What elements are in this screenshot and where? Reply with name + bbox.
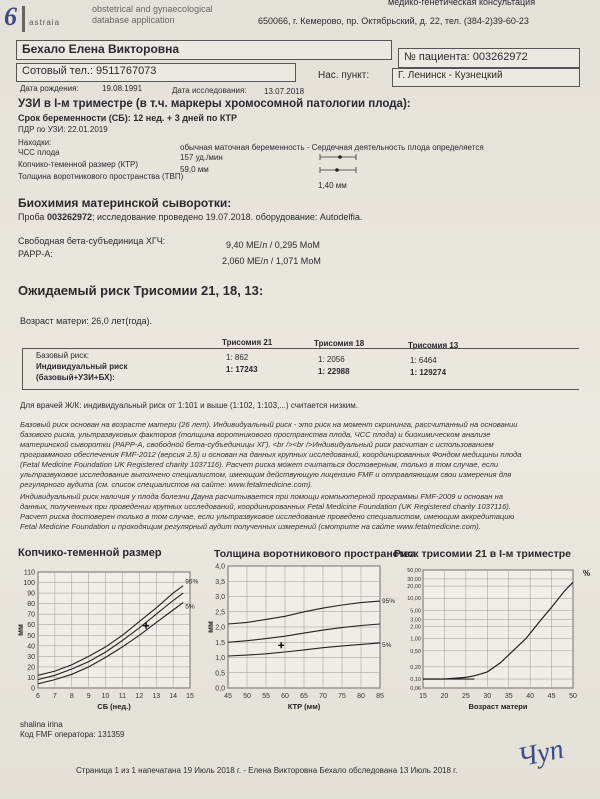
disclaimer-line: базового риска, ультразвуковых факторов (толщина воротникового пространства плода, ЧСС плода) и биохимическом анализе bbox=[20, 430, 491, 439]
y-tick-label: 10,00 bbox=[407, 596, 421, 603]
uzi-row-label: Толщина воротникового пространства (ТВП) bbox=[18, 172, 184, 181]
page-footer: Страница 1 из 1 напечатана 19 Июль 2018 г. - Елена Викторовна Бехало обследована 13 Июль 2018 г. bbox=[76, 766, 458, 775]
disclaimer-line: Fetal Medicine Foundation и проходящим регулярный аудит полученных измерений (смотрите на сайте www.fetalmedicine.com). bbox=[20, 522, 481, 531]
city-label: Нас. пункт: bbox=[318, 70, 370, 81]
y-tick-label: 5,00 bbox=[410, 608, 421, 615]
bio-sample-line bbox=[18, 212, 362, 222]
x-tick-label: 20 bbox=[440, 693, 449, 700]
y-tick-label: 0,20 bbox=[410, 664, 421, 671]
bio-sample-label: Проба bbox=[18, 212, 47, 222]
y-tick-label: 2,00 bbox=[410, 624, 421, 631]
y-tick-label: 2,0 bbox=[215, 624, 225, 632]
uzi-term: Срок беременности (СБ): 12 нед. + 3 дней по КТР bbox=[18, 113, 238, 123]
findings-label: Находки: bbox=[18, 138, 52, 147]
y-tick-label: 90 bbox=[27, 590, 35, 598]
x-tick-label: 60 bbox=[281, 693, 289, 700]
x-tick-label: 70 bbox=[319, 693, 327, 700]
base-risk-t21: 1: 862 bbox=[226, 353, 249, 362]
astraia-logo bbox=[22, 6, 79, 32]
percentile-label: 5% bbox=[382, 641, 392, 649]
y-tick-label: 3,00 bbox=[410, 617, 421, 624]
y-tick-label: 40 bbox=[27, 643, 35, 651]
logo-text: astraia bbox=[29, 18, 61, 27]
y-tick-label: 0 bbox=[31, 685, 35, 693]
x-tick-label: 45 bbox=[547, 693, 556, 700]
clinic-address: 650066, г. Кемерово, пр. Октябрьский, д. 22, тел. (384-2)39-60-23 bbox=[258, 16, 529, 26]
risk-header-t18: Трисомия 18 bbox=[314, 339, 365, 348]
nt-chart bbox=[200, 560, 400, 720]
bio-row-label: PAPP-A: bbox=[18, 249, 53, 259]
risk-chart bbox=[395, 560, 595, 720]
y-tick-label: 1,5 bbox=[215, 639, 225, 647]
disclaimer-line: Индивидуальный риск наличия у плода болезни Дауна расчитывается при помощи компьютерной программы FMF-2009 и основан на bbox=[20, 492, 503, 501]
patient-phone: Сотовый тел.: 9511767073 bbox=[22, 65, 157, 77]
birth-value: 19.08.1991 bbox=[102, 84, 143, 93]
signature: Чуп bbox=[515, 733, 567, 774]
individual-risk-t18: 1: 22988 bbox=[318, 367, 350, 376]
app-line-1: obstetrical and gynaecological bbox=[92, 4, 213, 14]
y-tick-label: 0,10 bbox=[410, 677, 421, 684]
bio-row-label: Свободная бета-субъединица ХГЧ: bbox=[18, 236, 166, 246]
y-tick-label: 110 bbox=[23, 569, 35, 577]
operator-code: Код FMF оператора: 131359 bbox=[20, 730, 125, 739]
disclaimer-line: материнской сыворотки (PAPP-A, свободной бета-субъединицы ХГ). <br /><br />Индивидуальный риск расчитан с использованием bbox=[20, 440, 494, 449]
y-tick-label: 30 bbox=[27, 653, 35, 661]
risk-title: Ожидаемый риск Трисомии 21, 18, 13: bbox=[18, 283, 264, 298]
x-tick-label: 11 bbox=[118, 693, 127, 700]
x-axis-label: Возраст матери bbox=[468, 702, 528, 711]
patient-name: Бехало Елена Викторовна bbox=[22, 42, 180, 56]
percentile-label: 95% bbox=[382, 598, 396, 606]
x-tick-label: 25 bbox=[461, 693, 470, 700]
risk-header-t13: Трисомия 13 bbox=[408, 341, 459, 350]
x-tick-label: 7 bbox=[52, 693, 57, 700]
y-tick-label: 0,06 bbox=[410, 686, 421, 692]
city-value: Г. Ленинск - Кузнецкий bbox=[398, 70, 503, 81]
plot-area bbox=[38, 572, 190, 688]
plot-area bbox=[423, 570, 573, 688]
base-risk-t13: 1: 6464 bbox=[410, 356, 437, 365]
disclaimer-line: данных, полученных при проведении крупных исследований, координированных Fetal Medicine Foundation (UK Registered charity 1037116). bbox=[20, 502, 511, 511]
y-tick-label: 20,00 bbox=[407, 584, 421, 591]
uzi-row-value: 1,40 мм bbox=[318, 181, 347, 190]
disclaimer-line: регулярного аудита (см. список специалистов на сайте: www.fetalmedicine.com). bbox=[20, 480, 313, 489]
operator-name: shalina irina bbox=[20, 720, 63, 729]
doctor-note: Для врачей Ж/К: индивидуальный риск от 1:101 и выше (1:102, 1:103,...) считается низким. bbox=[20, 401, 358, 410]
x-tick-label: 12 bbox=[135, 693, 144, 700]
exam-label: Дата исследования: bbox=[172, 86, 247, 95]
x-tick-label: 80 bbox=[357, 693, 365, 700]
x-tick-label: 15 bbox=[186, 693, 194, 700]
range-markers bbox=[310, 150, 370, 180]
x-tick-label: 40 bbox=[526, 693, 535, 700]
x-tick-label: 50 bbox=[243, 693, 251, 700]
x-tick-label: 50 bbox=[569, 693, 577, 700]
y-tick-label: 3,0 bbox=[215, 594, 225, 601]
base-risk-t18: 1: 2056 bbox=[318, 355, 345, 364]
crl-range-marker bbox=[320, 167, 356, 173]
base-risk-label: Базовый риск: bbox=[36, 351, 89, 360]
individual-risk-t13: 1: 129274 bbox=[410, 368, 447, 377]
uzi-row-label: ЧСС плода bbox=[18, 148, 60, 157]
individual-risk-t21: 1: 17243 bbox=[226, 365, 258, 374]
app-line-2: database application bbox=[92, 15, 175, 25]
bio-sample-rest: ; исследование проведено 19.07.2018. оборудование: Autodelfia. bbox=[92, 212, 363, 222]
y-tick-label: 10 bbox=[27, 674, 35, 682]
x-tick-label: 45 bbox=[224, 693, 232, 700]
x-axis-label: КТР (мм) bbox=[287, 702, 321, 711]
disclaimer-line: Базовый риск основан на возрасте матери (26 лет). Индивидуальный риск - это риск на момент скрининга, рассчитанный на основании bbox=[20, 420, 518, 429]
x-tick-label: 55 bbox=[262, 693, 270, 700]
percentile-label: 5% bbox=[185, 603, 195, 611]
y-tick-label: 20 bbox=[27, 664, 35, 672]
x-tick-label: 85 bbox=[376, 693, 384, 700]
individual-risk-label: Индивидуальный риск bbox=[36, 362, 128, 371]
x-tick-label: 9 bbox=[86, 693, 91, 700]
x-tick-label: 15 bbox=[419, 693, 427, 700]
percentile-label: 95% bbox=[185, 578, 199, 586]
y-tick-label: 4,0 bbox=[215, 563, 225, 571]
bio-row-value: 2,060 МЕ/л / 1,071 МоМ bbox=[222, 256, 321, 266]
chart-title-crl: Копчико-теменной размер bbox=[18, 547, 162, 559]
chart-title-nt: Толщина воротникового пространства bbox=[214, 548, 416, 560]
x-axis-label: СБ (нед.) bbox=[97, 702, 131, 711]
uzi-row-value: 157 уд./мин bbox=[180, 153, 223, 162]
x-tick-label: 10 bbox=[101, 693, 110, 700]
uzi-row-label: Копчико-теменной размер (КТР) bbox=[18, 160, 139, 169]
y-tick-label: 0,0 bbox=[215, 685, 225, 693]
disclaimer-line: Расчет риска достоверен только в том случае, если ультразвуковое исследование проведено специалистом, имеющим аккредитацию bbox=[20, 512, 515, 521]
x-tick-label: 30 bbox=[483, 693, 492, 700]
findings-value: обычная маточная беременность - Сердечная деятельность плода определяется bbox=[180, 143, 484, 152]
birth-label: Дата рождения: bbox=[20, 84, 79, 93]
margin-mark: 6 bbox=[4, 2, 17, 31]
uzi-pdr: ПДР по УЗИ: 22.01.2019 bbox=[18, 125, 108, 134]
y-tick-label: 50 bbox=[27, 632, 35, 640]
bio-sample-number: 003262972 bbox=[46, 212, 92, 222]
y-tick-label: 70 bbox=[27, 611, 35, 619]
x-tick-label: 65 bbox=[300, 693, 308, 700]
mother-age: Возраст матери: 26,0 лет(года). bbox=[20, 316, 152, 326]
y-tick-label: 50,00 bbox=[407, 568, 421, 574]
individual-risk-label: (базовый+УЗИ+БХ): bbox=[36, 373, 115, 382]
x-tick-label: 14 bbox=[169, 693, 178, 700]
y-tick-label: 1,0 bbox=[215, 655, 225, 662]
hr-range-marker bbox=[320, 154, 356, 160]
uzi-row-value: 59,0 мм bbox=[180, 165, 209, 174]
x-tick-label: 75 bbox=[338, 693, 346, 700]
patient-number: № пациента: 003262972 bbox=[404, 51, 528, 63]
y-axis-label: мм bbox=[206, 621, 215, 633]
y-tick-label: 1,00 bbox=[410, 636, 421, 643]
y-tick-label: 0,50 bbox=[410, 648, 421, 655]
y-tick-label: 30,00 bbox=[407, 576, 421, 583]
x-tick-label: 8 bbox=[69, 693, 74, 700]
bio-row-value: 9,40 МЕ/л / 0,295 МоМ bbox=[226, 240, 320, 250]
y-tick-label: 100 bbox=[23, 580, 35, 588]
y-tick-label: 3,5 bbox=[215, 578, 225, 586]
y-tick-label: 0,5 bbox=[215, 670, 225, 678]
crl-chart bbox=[0, 560, 205, 720]
y-axis-label: мм bbox=[16, 624, 25, 636]
chart-title-risk: Риск трисомии 21 в I-м триместре bbox=[394, 548, 571, 560]
uzi-title: УЗИ в I-м триместре (в т.ч. маркеры хромосомной патологии плода): bbox=[18, 98, 411, 110]
y-tick-label: 2,5 bbox=[215, 609, 225, 617]
bio-title: Биохимия материнской сыворотки: bbox=[18, 196, 232, 210]
x-tick-label: 13 bbox=[152, 693, 161, 700]
y-axis-label: % bbox=[583, 569, 591, 578]
clinic-name: медико-генетическая консультация bbox=[388, 0, 536, 7]
exam-value: 13.07.2018 bbox=[264, 87, 305, 96]
y-tick-label: 60 bbox=[27, 622, 35, 630]
x-tick-label: 6 bbox=[36, 693, 40, 700]
disclaimer-line: (Fetal Medicine Foundation UK Registered charity 1037116). Расчет риска может считаться достоверным, только в том случае, если bbox=[20, 460, 499, 469]
y-tick-label: 80 bbox=[27, 601, 35, 609]
disclaimer-line: ультразвуковое исследование выполнено специалистом, имеющим действующую лицензию FMF и отправляющим свои измерения для bbox=[20, 470, 512, 479]
x-tick-label: 35 bbox=[504, 693, 513, 700]
disclaimer-line: программного обеспечения FMF-2012 (версия 2.5) и основан на данных крупных исследований, координированных Фондом медицины плода bbox=[20, 450, 522, 459]
risk-header-t21: Трисомия 21 bbox=[222, 338, 273, 347]
